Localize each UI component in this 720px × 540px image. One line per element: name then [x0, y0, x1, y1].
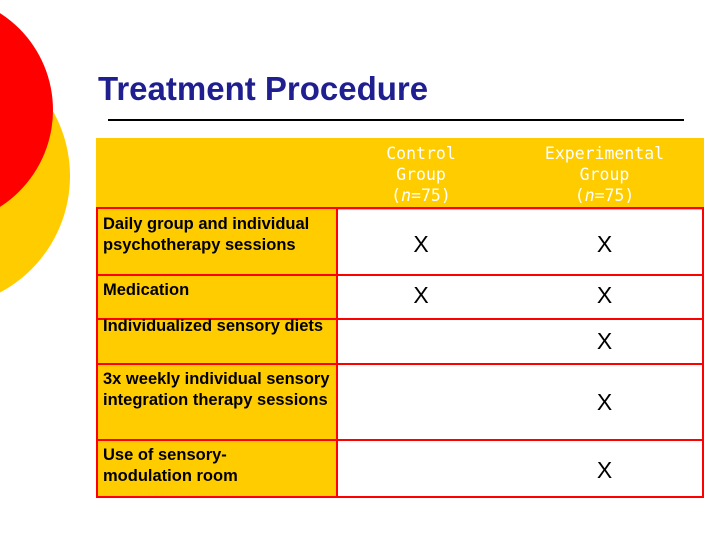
control-mark: X — [413, 230, 429, 257]
decorative-circles — [0, 0, 90, 300]
control-mark — [337, 322, 505, 360]
title-underline — [108, 119, 684, 121]
experimental-mark: X — [596, 456, 613, 483]
treatment-table — [96, 138, 704, 498]
row-label: Daily group and individual psychotherapy sessions — [103, 215, 310, 254]
experimental-mark: X — [596, 327, 613, 354]
row-label: Individualized sensory diets — [103, 317, 324, 335]
slide-title: Treatment Procedure — [98, 70, 429, 107]
header-control-group: Control Group (n=75) — [386, 143, 456, 205]
experimental-mark: X — [596, 230, 613, 257]
row-label: Use of sensory-modulation room — [103, 446, 238, 485]
experimental-mark: X — [596, 281, 613, 308]
header-experimental-group: Experimental Group (n=75) — [544, 143, 665, 205]
control-mark — [337, 383, 505, 421]
row-label: Medication — [103, 281, 190, 299]
row-label: 3x weekly individual sensory integration therapy sessions — [103, 370, 330, 409]
control-mark — [337, 451, 505, 489]
control-mark: X — [413, 281, 429, 308]
experimental-mark: X — [596, 388, 613, 415]
